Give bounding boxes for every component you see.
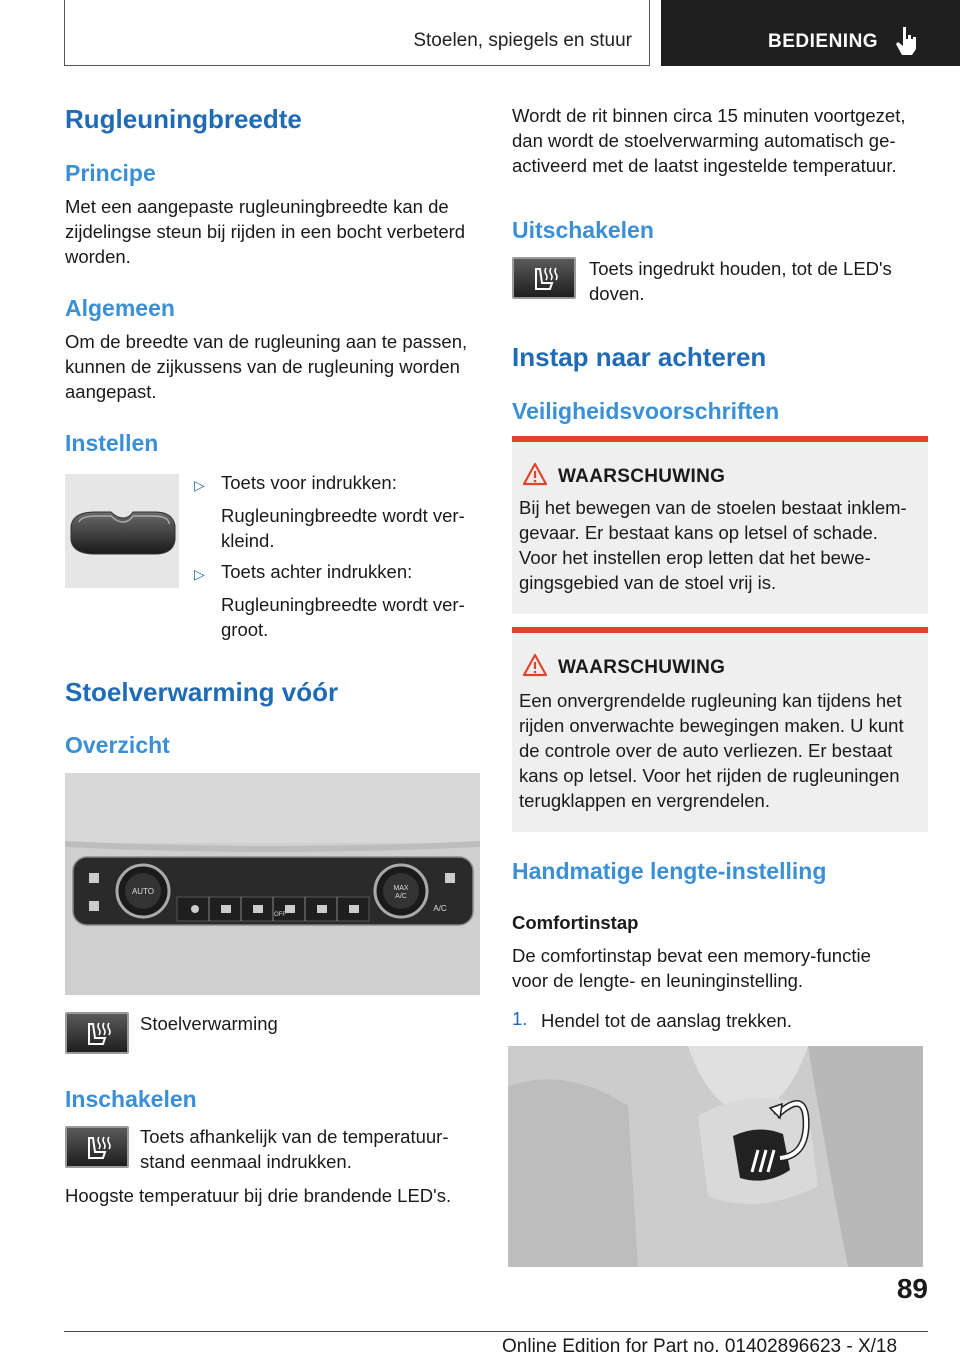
backrest-width-button-photo xyxy=(65,474,179,588)
comfort-text: De comfortinstap bevat een memory-functie voor de lengte- en leuninginstelling. xyxy=(512,945,871,991)
instap-title: Instap naar achteren xyxy=(512,342,767,372)
stoelverwarming-title: Stoelverwarming vóór xyxy=(65,677,339,707)
hoogste-text: Hoogste temperatuur bij drie brandende LED's. xyxy=(65,1185,452,1206)
principe-heading: Principe xyxy=(65,160,156,186)
seat-heat-label: Stoelverwarming xyxy=(140,1013,278,1034)
overzicht-heading: Overzicht xyxy=(65,732,170,758)
climate-panel-illustration xyxy=(65,773,480,995)
seat-heating-off-button xyxy=(512,257,576,299)
chapter-tab-label: BEDIENING xyxy=(768,31,879,52)
backrest-button-icon xyxy=(65,474,179,588)
chapter-tab[interactable] xyxy=(661,0,960,66)
veiligheid-heading: Veiligheidsvoorschriften xyxy=(512,398,780,424)
rugleuning-title: Rugleuningbreedte xyxy=(65,104,302,134)
seat-heating-icon xyxy=(83,1134,113,1162)
uitschakelen-text: Toets ingedrukt houden, tot de LED's doven. xyxy=(589,258,892,304)
ac-label: A/C xyxy=(433,904,447,913)
page-number: 89 xyxy=(896,1273,928,1304)
hand-pointer-icon xyxy=(894,25,920,57)
off-label: OFF xyxy=(274,912,286,918)
footer-divider xyxy=(64,1331,928,1332)
algemeen-heading: Algemeen xyxy=(65,295,175,321)
warning-box-2 xyxy=(512,627,928,832)
warning-triangle-icon xyxy=(522,653,548,677)
seat-heating-icon xyxy=(530,265,560,293)
seat-heating-button xyxy=(65,1012,129,1054)
handmatige-heading: Handmatige lengte-instelling xyxy=(512,858,827,884)
seat-heating-on-button xyxy=(65,1126,129,1168)
bullet-marker: ▷ xyxy=(194,477,205,493)
algemeen-text: Om de breedte van de rugleuning aan te passen, kunnen de zijkussens van de rugleuning worden aangepast. xyxy=(65,331,468,402)
warning-title-2: WAARSCHUWING xyxy=(558,657,726,678)
inschakelen-heading: Inschakelen xyxy=(65,1086,197,1112)
warning-box-1 xyxy=(512,436,928,614)
footer-edition: Online Edition for Part no. 01402896623 - X/18 xyxy=(502,1336,898,1357)
instellen-item-1: Toets voor indrukken: xyxy=(221,472,397,493)
step-1-text: Hendel tot de aanslag trekken. xyxy=(541,1010,792,1031)
warning-text-2: Een onvergrendelde rugleuning kan tijdens het rijden onverwachte bewegingen maken. U kunt de controle over de auto verliezen. Er bestaat kans op letsel. Voor het rijden de rugleuningen terugklappen en vergrendelen. xyxy=(519,690,904,811)
warning-text-1: Bij het bewegen van de stoelen bestaat inklem- gevaar. Er bestaat kans op letsel of schade. Voor het instellen erop letten dat het bewe- gingsgebied van de stoel vrij is. xyxy=(519,497,907,593)
section-title: Stoelen, spiegels en stuur xyxy=(413,30,632,51)
max-ac-label-2: A/C xyxy=(395,893,407,900)
climate-control-panel-photo xyxy=(65,773,480,995)
inschakelen-text: Toets afhankelijk van de temperatuur- stand eenmaal indrukken. xyxy=(140,1126,449,1172)
warning-triangle-icon xyxy=(522,462,548,486)
instellen-heading: Instellen xyxy=(65,430,159,456)
instellen-item-1-detail: Rugleuningbreedte wordt ver- kleind. xyxy=(221,505,465,551)
instellen-item-2: Toets achter indrukken: xyxy=(221,561,413,582)
comfort-title: Comfortinstap xyxy=(512,912,639,933)
max-ac-label: MAX xyxy=(393,885,409,892)
step-number: 1. xyxy=(512,1008,528,1029)
bullet-marker: ▷ xyxy=(194,566,205,582)
seat-lever-photo xyxy=(508,1046,923,1267)
seat-lever-illustration xyxy=(508,1046,923,1267)
rit-text: Wordt de rit binnen circa 15 minuten voortgezet, dan wordt de stoelverwarming automatisch ge- activeerd met de laatst ingestelde temperatuur. xyxy=(512,105,906,176)
seat-heating-icon xyxy=(83,1020,113,1048)
instellen-item-2-detail: Rugleuningbreedte wordt ver- groot. xyxy=(221,594,465,640)
warning-title-1: WAARSCHUWING xyxy=(558,466,726,487)
principe-text: Met een aangepaste rugleuningbreedte kan de zijdelingse steun bij rijden in een bocht verbeterd worden. xyxy=(65,196,466,267)
uitschakelen-heading: Uitschakelen xyxy=(512,217,654,243)
auto-label: AUTO xyxy=(131,887,155,896)
